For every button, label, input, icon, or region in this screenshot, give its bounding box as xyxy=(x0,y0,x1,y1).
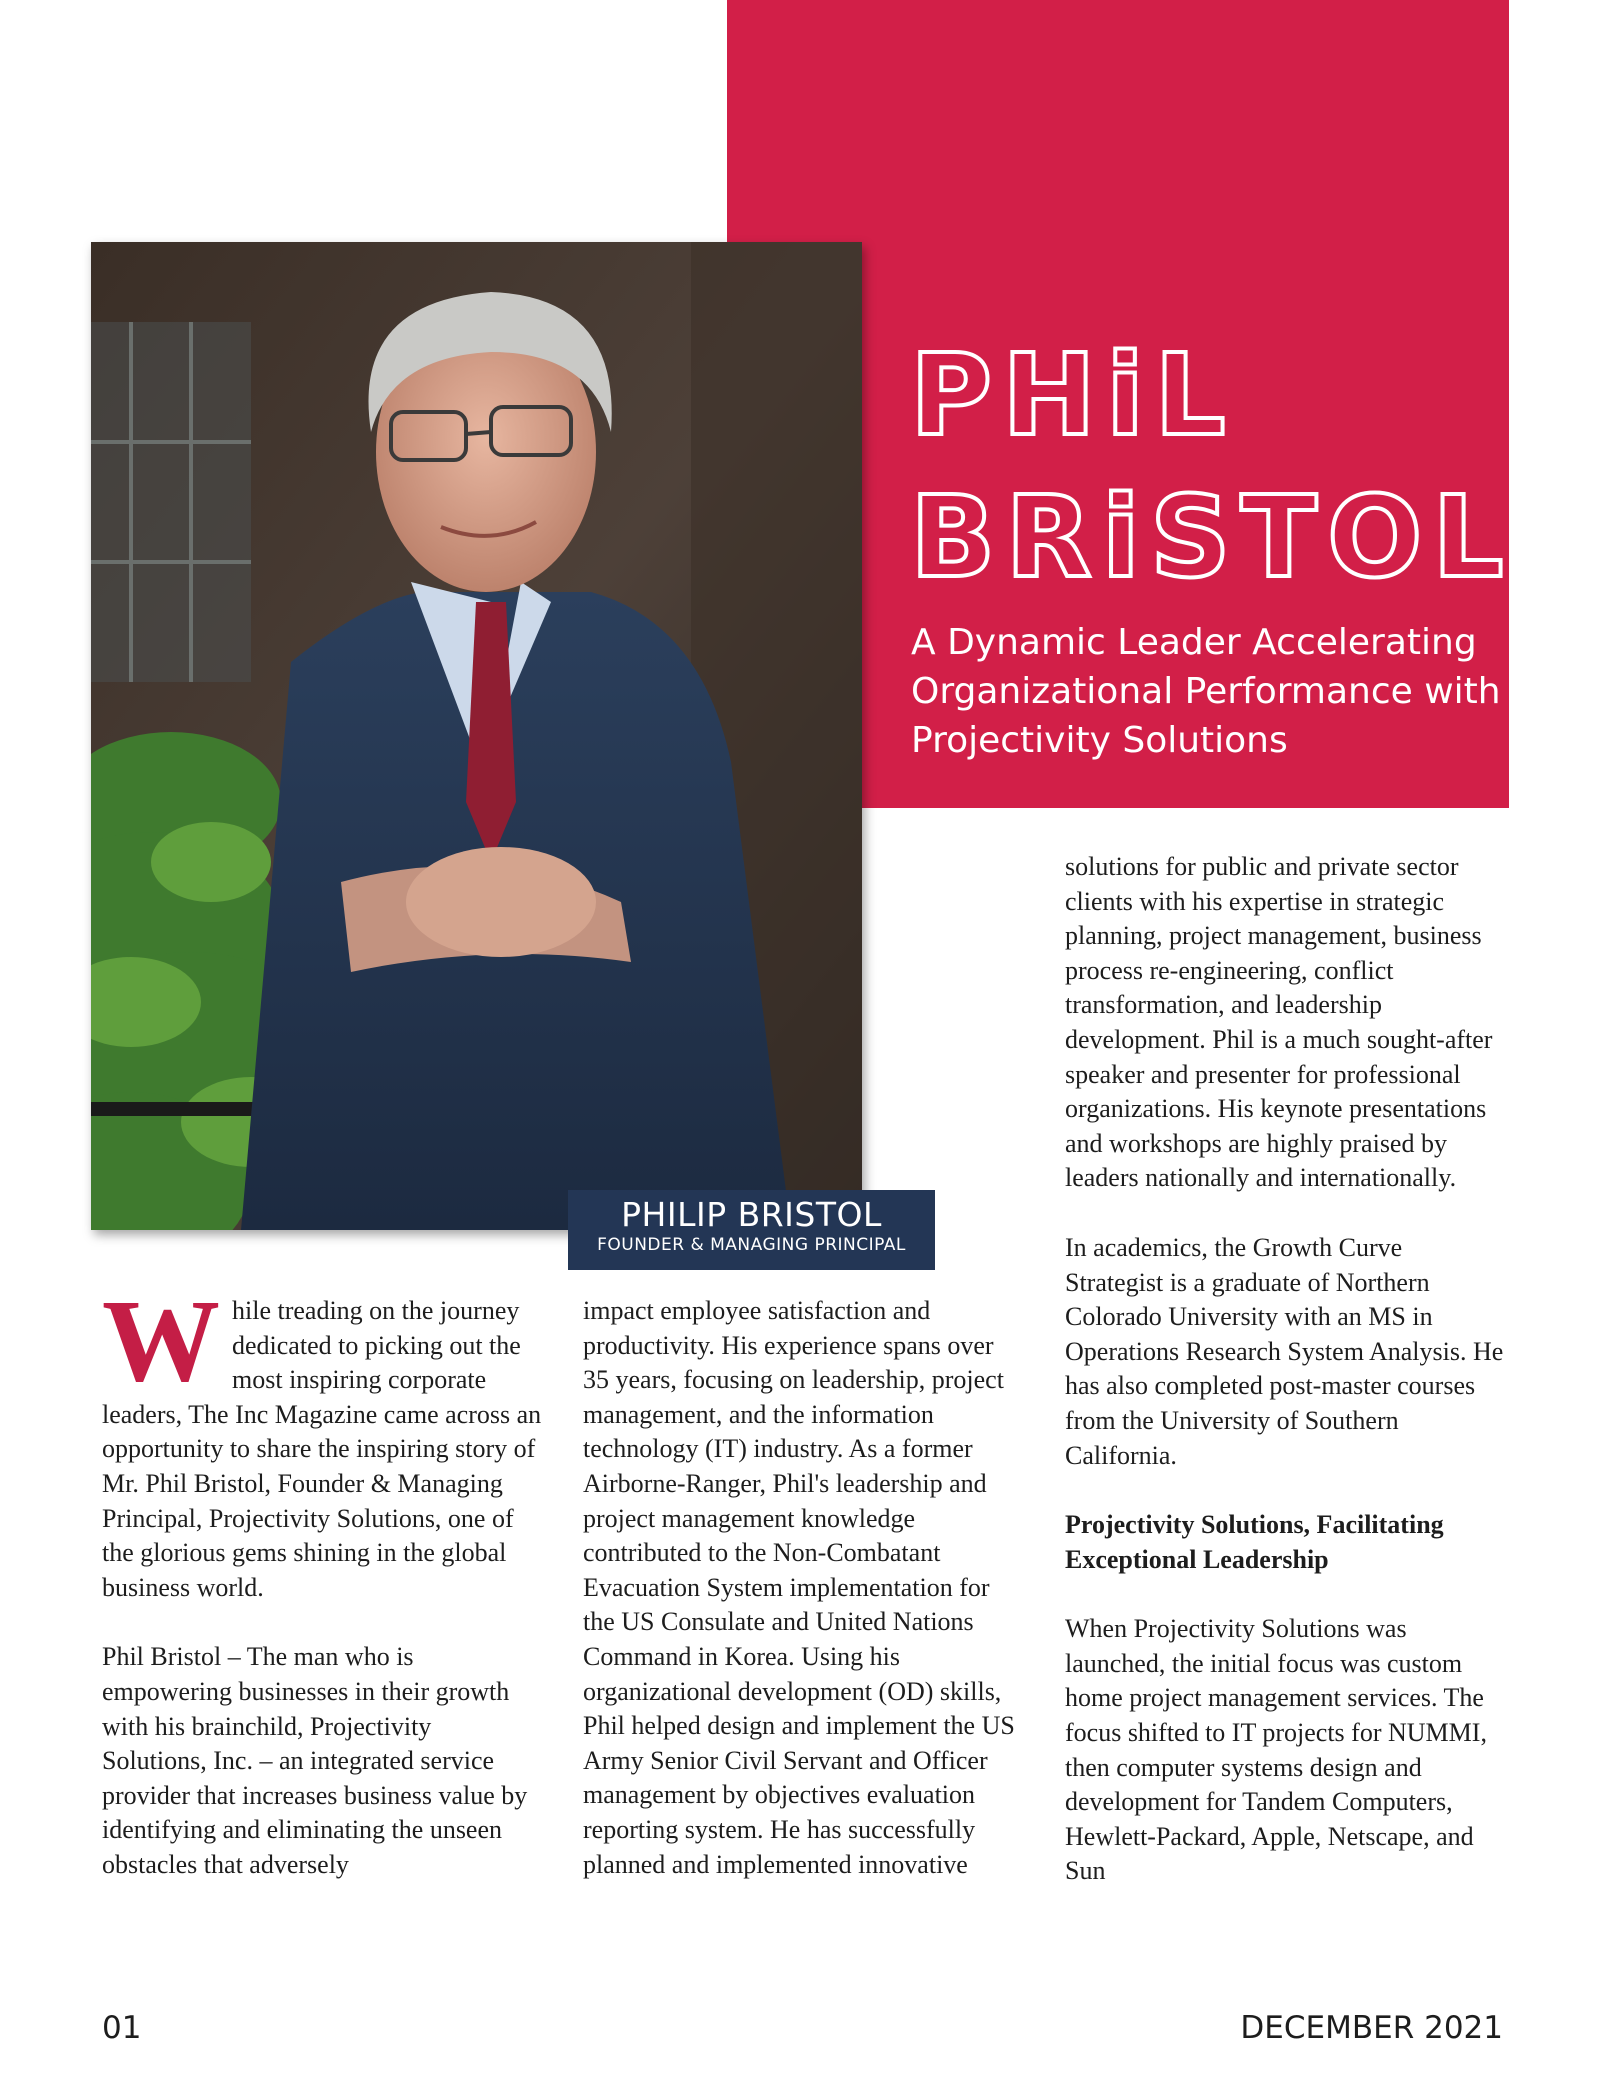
issue-date: DECEMBER 2021 xyxy=(1240,2010,1503,2046)
body-paragraph: When Projectivity Solutions was launched, the initial focus was custom home project management services. The focus shifted to IT projects for NUMMI, then computer systems design and development for Tandem Computers, Hewlett-Packard, Apple, Netscape, and Sun xyxy=(1065,1614,1487,1886)
caption-title: FOUNDER & MANAGING PRINCIPAL xyxy=(597,1235,906,1255)
body-paragraph: impact employee satisfaction and productivity. His experience spans over 35 years, focusing on leadership, project management, and the information technology (IT) industry. As a former Airborne-Ranger, Phil's leadership and project management knowledge contributed to the Non-Combatant Evacuation System implementation for the US Consulate and United Nations Command in Korea. Using his organizational development (OD) skills, Phil helped design and implement the US Army Senior Civil Servant and Officer management by objectives evaluation reporting system. He has successfully planned and implemented innovative xyxy=(583,1296,1015,1879)
body-paragraph: In academics, the Growth Curve Strategist is a graduate of Northern Colorado University with an MS in Operations Research System Analysis. He has also completed post-master courses from the University of Southern California. xyxy=(1065,1232,1504,1470)
caption-name: PHILIP BRISTOL xyxy=(621,1195,882,1234)
portrait-photo xyxy=(91,242,862,1230)
article-column-2 xyxy=(583,1294,1023,1882)
body-paragraph: solutions for public and private sector clients with his expertise in strategic planning, project management, business process re-engineering, conflict transformation, and leadership development. Phil is a much sought-after speaker and presenter for professional organizations. His keynote presentations and workshops are highly praised by leaders nationally and internationally. xyxy=(1065,852,1493,1193)
article-column-1 xyxy=(102,1275,542,1883)
section-heading: Projectivity Solutions, Facilitating Exceptional Leadership xyxy=(1065,1510,1444,1574)
photo-caption xyxy=(568,1190,935,1270)
page-number: 01 xyxy=(102,2010,142,2046)
title-last-name: BRiSTOL xyxy=(910,473,1514,603)
drop-cap: W xyxy=(102,1275,220,1406)
intro-paragraph-text: hile treading on the journey dedicated to picking out the most inspiring corporate leaders, The Inc Magazine came across an opportunity to share the inspiring story of Mr. Phil Bristol, Founder & Managing Principal, Projectivity Solutions, one of the glorious gems shining in the global business world. xyxy=(102,1296,542,1602)
title-first-name: PHiL xyxy=(910,331,1236,461)
intro-paragraph xyxy=(102,1275,542,1605)
article-column-3 xyxy=(1065,850,1505,1889)
article-subtitle: A Dynamic Leader Accelerating Organizational Performance with Projectivity Solutions xyxy=(911,622,1501,761)
body-paragraph: Phil Bristol – The man who is empowering businesses in their growth with his brainchild, Projectivity Solutions, Inc. – an integrated service provider that increases business value by identifying and eliminating the unseen obstacles that adversely xyxy=(102,1642,528,1879)
